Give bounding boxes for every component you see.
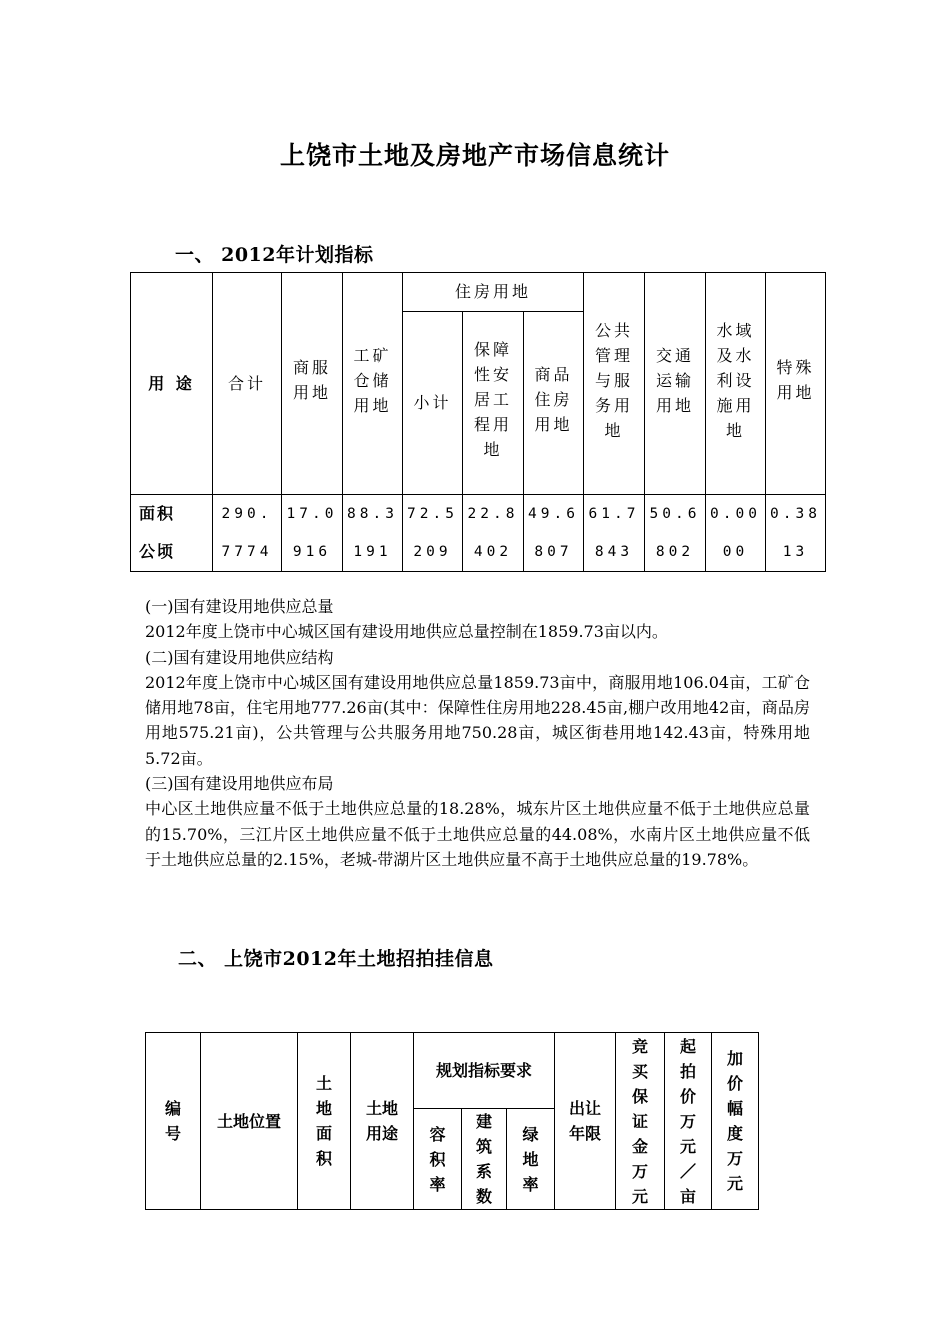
paragraph: 2012年度上饶市中心城区国有建设用地供应总量1859.73亩中，商服用地106.04亩，工矿仓储用地78亩，住宅用地777.26亩(其中：保障性住房用地228.45亩,棚户改用地42亩，商品房用地575.21亩)，公共管理与公共服务用地750.28亩，城区街巷用地142.43亩，特殊用地5.72亩。 [145,672,810,768]
section-2-heading: 二、 上饶市2012年土地招拍挂信息 [178,948,494,970]
header-public: 公共管理与服务用地 [584,273,645,495]
page-title: 上饶市土地及房地产市场信息统计 [279,141,670,170]
header-use: 土地用途 [351,1033,414,1210]
paragraph: 2012年度上饶市中心城区国有建设用地供应总量控制在1859.73亩以内。 [145,622,668,642]
header-commercial: 商服用地 [282,273,343,495]
header-deposit: 竞买保证金万元 [616,1033,665,1210]
row-label-use: 用 途 [131,273,213,495]
supply-notes [145,594,810,872]
header-term: 出让年限 [555,1033,616,1210]
value-special: 0.38 13 [766,494,826,571]
header-water: 水域及水利设施用地 [706,273,766,495]
header-transport: 交通运输用地 [645,273,706,495]
header-special: 特殊用地 [766,273,826,495]
header-housing-affordable: 保障性安居工程用地 [463,311,524,494]
value-commercial: 17.0 916 [282,494,343,571]
paragraph: (一)国有建设用地供应总量 [145,597,334,616]
area-label: 面积 公顷 [131,494,213,571]
header-total: 合计 [213,273,282,495]
paragraph: (二)国有建设用地供应结构 [145,647,334,667]
value-public: 61.7 843 [584,494,645,571]
plan-index-table [130,272,826,572]
section-1-heading: 一、 2012年计划指标 [175,244,374,266]
paragraph: (三)国有建设用地供应布局 [145,774,334,794]
header-number: 编号 [146,1033,201,1210]
value-industrial: 88.3 191 [343,494,403,571]
value-housing-subtotal: 72.5 209 [403,494,463,571]
header-planning-group: 规划指标要求 [414,1033,555,1109]
header-start-price: 起拍价万元／亩 [665,1033,712,1210]
header-area: 土地面积 [298,1033,351,1210]
paragraph: 中心区土地供应量不低于土地供应总量的18.28%，城东片区土地供应量不低于土地供应总量的15.70%，三江片区土地供应量不低于土地供应总量的44.08%，水南片区土地供应量不低于土地供应总量的2.15%，老城-带湖片区土地供应量不高于土地供应总量的19.78%。 [145,799,810,869]
header-density: 建筑系数 [462,1109,507,1210]
header-green: 绿地率 [507,1109,555,1210]
value-housing-commodity: 49.6 807 [524,494,584,571]
header-far: 容积率 [414,1109,462,1210]
header-location: 土地位置 [201,1033,298,1210]
value-housing-affordable: 22.8 402 [463,494,524,571]
value-water: 0.00 00 [706,494,766,571]
header-housing-subtotal: 小计 [403,311,463,494]
value-total: 290. 7774 [213,494,282,571]
header-increment: 加价幅度万元 [712,1033,759,1210]
header-housing-commodity: 商品住房用地 [524,311,584,494]
header-industrial: 工矿仓储用地 [343,273,403,495]
value-transport: 50.6 802 [645,494,706,571]
auction-info-table [145,1032,759,1210]
header-housing-group: 住房用地 [403,273,584,312]
